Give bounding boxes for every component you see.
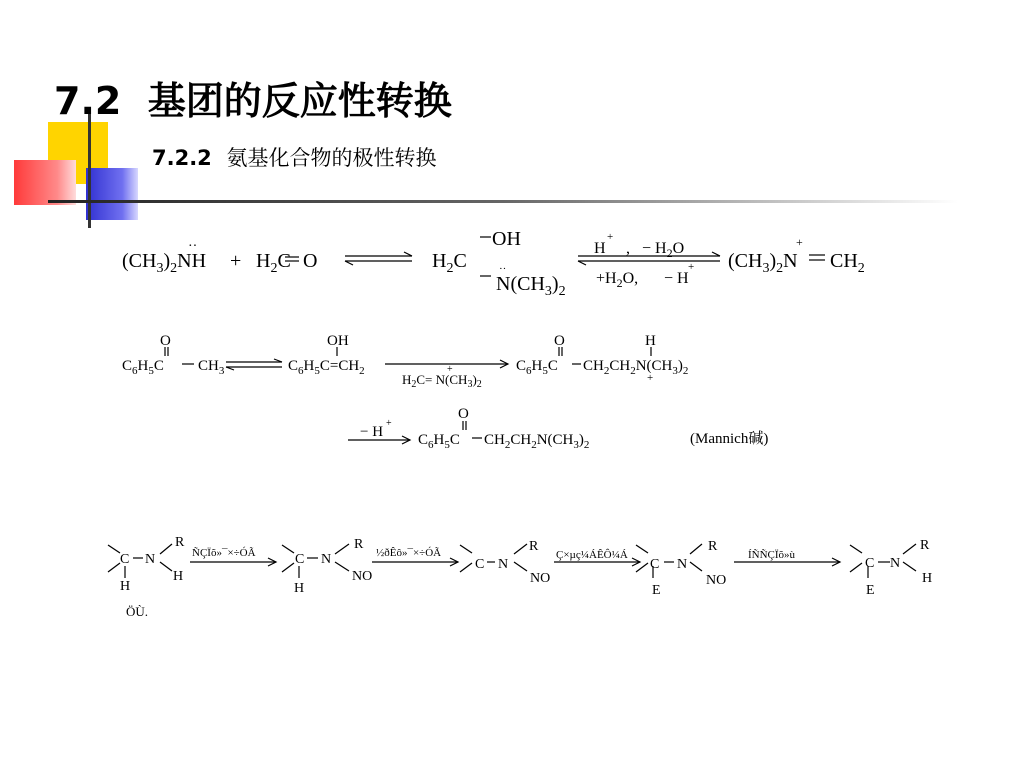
svg-text:NO: NO <box>352 569 373 584</box>
svg-text:N: N <box>890 556 901 571</box>
svg-text:··: ·· <box>188 239 198 254</box>
svg-text:CH2: $CH_2$ <box>830 250 865 276</box>
svg-text:H: H <box>922 571 933 586</box>
svg-text:O: O <box>160 333 171 349</box>
svg-text:(CH3)2N: $(CH_3)_2N$ <box>728 250 798 276</box>
svg-text:+: + <box>688 261 695 273</box>
svg-text:N: N <box>498 557 509 572</box>
svg-text:NO: NO <box>706 573 727 588</box>
svg-text:··: ·· <box>499 263 507 275</box>
svg-text:C: C <box>295 552 305 567</box>
svg-text:H: H <box>173 569 184 584</box>
svg-text:R: R <box>708 539 718 554</box>
nitrosation-label: ÑÇÏõ»¯×÷ÓÃ <box>192 547 256 559</box>
subtitle-text: 氨基化合物的极性转换 <box>226 146 437 170</box>
svg-text:R: R <box>354 537 364 552</box>
svg-text:H2C: $H_2C$ <box>256 250 291 276</box>
svg-text:NO: NO <box>530 571 551 586</box>
svg-text:C6H5C: $C_6H_5C$ <box>516 358 558 377</box>
svg-text:OH: OH <box>492 228 521 250</box>
svg-text:+: + <box>796 235 803 249</box>
svg-text:R: R <box>175 535 185 550</box>
svg-text:O: O <box>554 333 565 349</box>
svg-text:+: + <box>647 372 654 384</box>
metalation-label: ½ðÊô»¯×÷ÓÃ <box>376 547 442 559</box>
svg-text:− H: − H <box>360 424 384 440</box>
svg-text:H: H <box>645 333 656 349</box>
svg-text:O: O <box>303 250 318 272</box>
svg-text:,: , <box>626 240 630 257</box>
svg-text:CH2CH2N(CH3)2: $CH_2CH_2N(CH_3)_2$ <box>583 358 689 377</box>
svg-text:(CH3)2NH: $(CH_3)_2NH$ <box>122 250 207 276</box>
svg-text:H: H <box>294 581 305 596</box>
svg-text:C: C <box>475 557 485 572</box>
title-text: 基团的反应性转换 <box>147 79 452 123</box>
mannich-base-label: (Mannich碱) <box>690 431 769 447</box>
svg-text:H: H <box>120 579 131 594</box>
svg-text:C6H5C: $C_6H_5C$ <box>418 432 460 451</box>
svg-text:OH: OH <box>327 333 349 349</box>
plus-sign: + <box>230 250 242 272</box>
svg-text:O: O <box>458 406 469 422</box>
svg-text:H: H <box>594 240 606 257</box>
svg-text:N(CH3)2: $N(CH_3)_2$ <box>496 273 566 299</box>
svg-text:E: E <box>866 583 875 598</box>
subtitle-number: 7.2.2 <box>152 146 212 170</box>
svg-text:+H2O,: $+H_2O$, <box>596 270 639 290</box>
svg-text:E: E <box>652 583 661 598</box>
svg-text:N: N <box>145 552 156 567</box>
svg-text:R: R <box>920 538 930 553</box>
electrophile-label: Ç×µç¼ÁÊÔ¼Á <box>556 549 628 561</box>
svg-text:N: N <box>677 557 688 572</box>
svg-text:C: C <box>120 552 130 567</box>
note-text: ÖÙ. <box>126 604 149 619</box>
svg-text:H2C: $H_2C$ <box>432 250 467 276</box>
svg-text:+: + <box>607 231 614 243</box>
svg-text:CH3: $CH_3$ <box>198 358 225 377</box>
title-number: 7.2 <box>54 79 122 123</box>
svg-text:− H: − H <box>664 270 689 287</box>
svg-text:H2C= N(CH3)2: $H_2C= N(CH_3)_2$ <box>402 372 482 390</box>
svg-text:+: + <box>386 418 392 429</box>
svg-text:C6H5C: $C_6H_5C$ <box>122 358 164 377</box>
svg-text:+: + <box>447 364 453 375</box>
svg-text:C6H5C=CH2: $C_6H_5C=CH_2$ <box>288 358 365 377</box>
svg-text:C: C <box>650 557 660 572</box>
svg-text:R: R <box>529 539 539 554</box>
denitrosation-label: ÍÑÑÇÏõ»ù <box>748 549 796 561</box>
svg-text:CH2CH2N(CH3)2: $CH_2CH_2N(CH_3)_2$ <box>484 432 590 451</box>
svg-text:− H2O: − $H_2O$ <box>642 240 685 260</box>
svg-text:N: N <box>321 552 332 567</box>
svg-text:C: C <box>865 556 875 571</box>
